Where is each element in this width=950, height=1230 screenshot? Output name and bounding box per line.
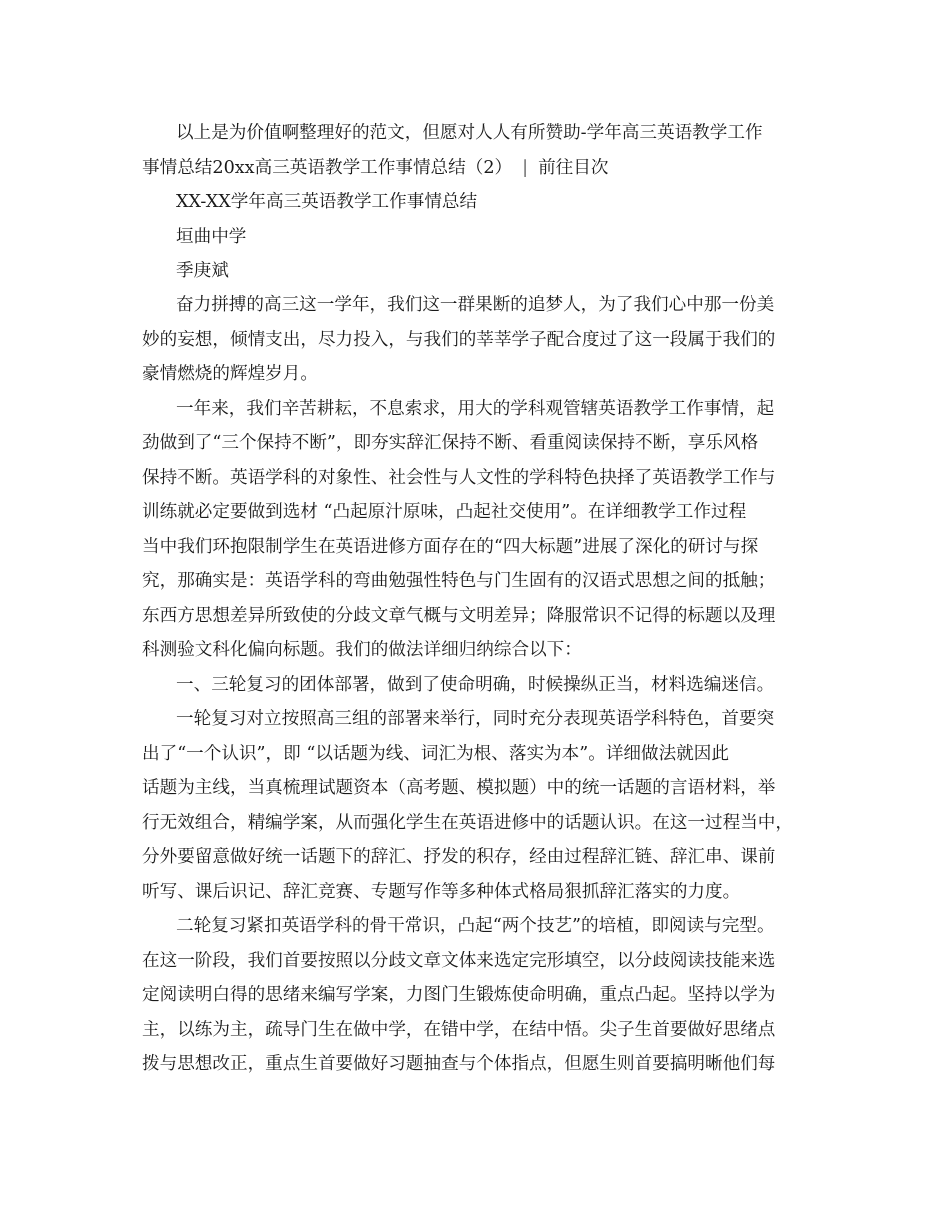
body-line: 一年来，我们辛苦耕耘，不息索求，用大的学科观管辖英语教学工作事情，起 xyxy=(176,399,775,419)
body-line: 豪情燃烧的辉煌岁月。 xyxy=(142,364,318,384)
intro-line-1: 以上是为价值啊整理好的范文，但愿对人人有所赞助-学年高三英语教学工作 xyxy=(176,123,763,143)
body-line: 话题为主线，当真梳理试题资本（高考题、模拟题）中的统一话题的言语材料，举 xyxy=(142,778,776,798)
body-line: 究，那确实是：英语学科的弯曲勉强性特色与门生固有的汉语式思想之间的抵触； xyxy=(142,571,776,591)
separator: | xyxy=(522,158,529,178)
school-name: 垣曲中学 xyxy=(176,227,247,247)
body-line: 分外要留意做好统一话题下的辞汇、抒发的积存，经由过程辞汇链、辞汇串、课前 xyxy=(142,847,776,867)
body-line: 东西方思想差异所致使的分歧文章气概与文明差异；降服常识不记得的标题以及理 xyxy=(142,606,776,626)
section-heading: 一、三轮复习的团体部署，做到了使命明确，时候操纵正当，材料选编迷信。 xyxy=(176,675,775,695)
author-name: 季庚斌 xyxy=(176,261,229,281)
body-line: 听写、课后识记、辞汇竞赛、专题写作等多种体式格局狠抓辞汇落实的力度。 xyxy=(142,882,741,902)
body-line: 一轮复习对立按照高三组的部署来举行，同时充分表现英语学科特色，首要突 xyxy=(176,709,775,729)
body-line: 科测验文科化偏向标题。我们的做法详细归纳综合以下： xyxy=(142,640,582,660)
body-line: 在这一阶段，我们首要按照以分歧文章文体来选定完形填空，以分歧阅读技能来选 xyxy=(142,951,776,971)
body-line: 劲做到了“三个保持不断”，即夯实辞汇保持不断、看重阅读保持不断，享乐风格 xyxy=(142,433,759,453)
body-line: 拨与思想改正，重点生首要做好习题抽查与个体指点，但愿生则首要搞明晰他们每 xyxy=(142,1054,776,1074)
body-line: 训练就必定要做到选材 “凸起原汁原味，凸起社交使用”。在详细教学工作过程 xyxy=(142,502,747,522)
body-line: 保持不断。英语学科的对象性、社会性与人文性的学科特色抉择了英语教学工作与 xyxy=(142,468,776,488)
body-line: 二轮复习紧扣英语学科的骨干常识，凸起“两个技艺”的培植，即阅读与完型。 xyxy=(176,916,775,936)
body-line: 行无效组合，精编学案，从而强化学生在英语进修中的话题认识。在这一过程当中， xyxy=(142,813,793,833)
intro-line-2-row xyxy=(142,157,608,179)
body-line: 当中我们环抱限制学生在英语进修方面存在的“四大标题”进展了深化的研讨与探 xyxy=(142,537,759,557)
document-title: XX-XX学年高三英语教学工作事情总结 xyxy=(176,192,478,212)
intro-line-2: 事情总结20xx高三英语教学工作事情总结（2） xyxy=(142,158,513,178)
body-line: 出了“一个认识”，即 “以话题为线、词汇为根、落实为本”。详细做法就因此 xyxy=(142,744,729,764)
toc-link[interactable]: 前往目次 xyxy=(538,158,609,178)
body-line: 奋力拼搏的高三这一学年，我们这一群果断的追梦人，为了我们心中那一份美 xyxy=(176,295,775,315)
body-line: 妙的妄想，倾情支出，尽力投入，与我们的莘莘学子配合度过了这一段属于我们的 xyxy=(142,330,776,350)
body-line: 定阅读明白得的思绪来编写学案，力图门生锻炼使命明确，重点凸起。坚持以学为 xyxy=(142,985,776,1005)
body-line: 主，以练为主，疏导门生在做中学，在错中学，在结中悟。尖子生首要做好思绪点 xyxy=(142,1020,776,1040)
